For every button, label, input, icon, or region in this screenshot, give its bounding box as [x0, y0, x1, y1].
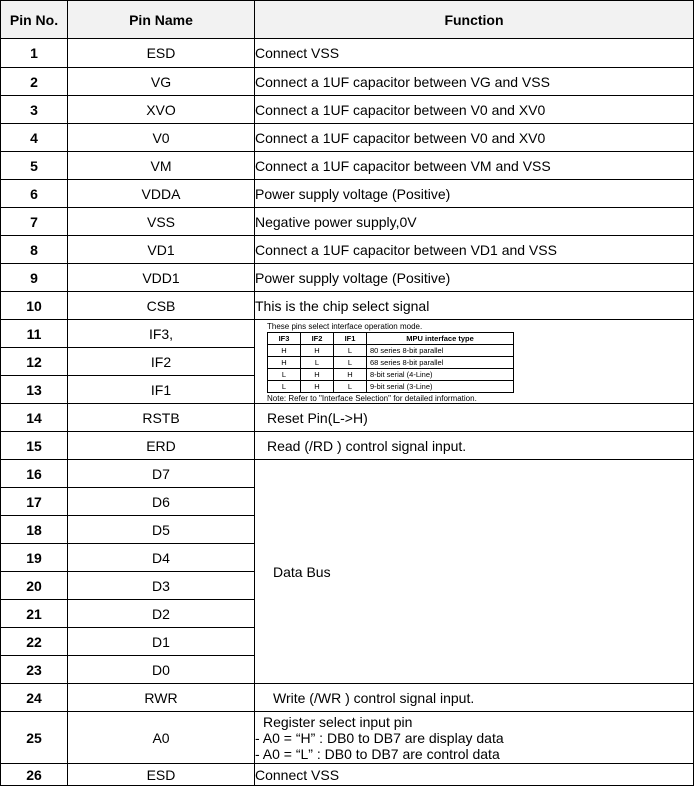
table-row — [1, 404, 694, 432]
table-row — [1, 68, 694, 96]
pin-function: Connect a 1UF capacitor between VD1 and VSS — [255, 236, 694, 264]
a0-function-cell — [255, 712, 694, 764]
interface-cell: 9-bit serial (3-Line) — [367, 381, 514, 393]
pin-number: 7 — [1, 208, 68, 236]
interface-cell: H — [268, 345, 301, 357]
pin-number: 2 — [1, 68, 68, 96]
interface-row — [268, 357, 514, 369]
pin-number: 18 — [1, 516, 68, 544]
pin-function: Connect a 1UF capacitor between V0 and XV0 — [255, 96, 694, 124]
a0-line: Register select input pin — [263, 713, 413, 730]
table-row — [1, 96, 694, 124]
interface-header: IF2 — [301, 333, 334, 345]
pin-number: 9 — [1, 264, 68, 292]
pin-number: 3 — [1, 96, 68, 124]
pin-number: 20 — [1, 572, 68, 600]
pin-function: Power supply voltage (Positive) — [255, 180, 694, 208]
pin-number: 25 — [1, 712, 68, 764]
pin-name: D7 — [68, 460, 255, 488]
header-pin-name: Pin Name — [68, 1, 255, 39]
pin-number: 12 — [1, 348, 68, 376]
pin-function: This is the chip select signal — [255, 292, 694, 320]
interface-row — [268, 381, 514, 393]
pin-name: ERD — [68, 432, 255, 460]
pin-function: Connect a 1UF capacitor between V0 and XV0 — [255, 124, 694, 152]
pin-name: IF3, — [68, 320, 255, 348]
pin-number: 4 — [1, 124, 68, 152]
pin-name: IF1 — [68, 376, 255, 404]
pin-name: XVO — [68, 96, 255, 124]
pin-number: 22 — [1, 628, 68, 656]
pin-function: Write (/WR ) control signal input. — [255, 684, 694, 712]
table-row — [1, 236, 694, 264]
pin-number: 17 — [1, 488, 68, 516]
pin-number: 26 — [1, 764, 68, 786]
header-function: Function — [255, 1, 694, 39]
data-bus-cell: Data Bus — [255, 460, 694, 684]
interface-row — [268, 369, 514, 381]
interface-header: MPU interface type — [367, 333, 514, 345]
pin-number: 19 — [1, 544, 68, 572]
interface-intro: These pins select interface operation mode. — [267, 322, 423, 331]
pin-number: 15 — [1, 432, 68, 460]
interface-cell: L — [268, 381, 301, 393]
pin-name: D4 — [68, 544, 255, 572]
pin-number: 11 — [1, 320, 68, 348]
interface-cell: L — [334, 345, 367, 357]
interface-cell: L — [334, 357, 367, 369]
pin-number: 1 — [1, 39, 68, 68]
pin-name: CSB — [68, 292, 255, 320]
table-row — [1, 180, 694, 208]
pin-function: Power supply voltage (Positive) — [255, 264, 694, 292]
pin-name: ESD — [68, 764, 255, 786]
interface-cell: H — [301, 381, 334, 393]
pin-number: 14 — [1, 404, 68, 432]
interface-cell: 68 series 8-bit parallel — [367, 357, 514, 369]
pin-number: 6 — [1, 180, 68, 208]
pin-function: Connect a 1UF capacitor between VG and VSS — [255, 68, 694, 96]
pin-number: 10 — [1, 292, 68, 320]
table-row — [1, 208, 694, 236]
pin-name: VG — [68, 68, 255, 96]
pin-function: Reset Pin(L->H) — [255, 404, 694, 432]
a0-line: - A0 = “L” : DB0 to DB7 are control data — [255, 745, 500, 762]
header-pin-no: Pin No. — [1, 1, 68, 39]
pin-number: 5 — [1, 152, 68, 180]
pin-number: 16 — [1, 460, 68, 488]
pin-name: D3 — [68, 572, 255, 600]
pin-name: VDDA — [68, 180, 255, 208]
pin-name: VM — [68, 152, 255, 180]
interface-cell: H — [301, 369, 334, 381]
pin-function: Connect VSS — [255, 764, 694, 786]
interface-note: Note: Refer to "Interface Selection" for detailed information. — [267, 394, 477, 403]
pin-function: Read (/RD ) control signal input. — [255, 432, 694, 460]
table-row — [1, 432, 694, 460]
interface-row — [268, 345, 514, 357]
interface-cell: H — [334, 369, 367, 381]
pin-number: 23 — [1, 656, 68, 684]
pin-number: 13 — [1, 376, 68, 404]
pin-name: IF2 — [68, 348, 255, 376]
pin-number: 21 — [1, 600, 68, 628]
pin-name: VDD1 — [68, 264, 255, 292]
interface-cell: H — [268, 357, 301, 369]
table-row — [1, 712, 694, 764]
interface-header: IF3 — [268, 333, 301, 345]
pin-name: RSTB — [68, 404, 255, 432]
pin-name: D0 — [68, 656, 255, 684]
interface-select-cell — [255, 320, 694, 404]
table-row — [1, 39, 694, 68]
pin-name: RWR — [68, 684, 255, 712]
pin-function: Negative power supply,0V — [255, 208, 694, 236]
pin-name: D1 — [68, 628, 255, 656]
interface-cell: L — [301, 357, 334, 369]
pin-function: Connect a 1UF capacitor between VM and VSS — [255, 152, 694, 180]
table-row — [1, 684, 694, 712]
interface-cell: 80 series 8-bit parallel — [367, 345, 514, 357]
pin-function: Connect VSS — [255, 39, 694, 68]
pin-name: D6 — [68, 488, 255, 516]
pin-name: D5 — [68, 516, 255, 544]
pin-name: VD1 — [68, 236, 255, 264]
pin-name: VSS — [68, 208, 255, 236]
interface-table — [267, 332, 514, 393]
table-row — [1, 460, 694, 488]
table-row — [1, 152, 694, 180]
table-row — [1, 292, 694, 320]
pin-name: A0 — [68, 712, 255, 764]
pin-number: 8 — [1, 236, 68, 264]
interface-cell: 8-bit serial (4-Line) — [367, 369, 514, 381]
table-row — [1, 124, 694, 152]
table-row — [1, 320, 694, 348]
pin-name: D2 — [68, 600, 255, 628]
interface-header: IF1 — [334, 333, 367, 345]
pin-name: ESD — [68, 39, 255, 68]
interface-cell: L — [334, 381, 367, 393]
table-row — [1, 264, 694, 292]
table-row — [1, 764, 694, 786]
a0-line: - A0 = “H” : DB0 to DB7 are display data — [255, 729, 504, 746]
interface-cell: H — [301, 345, 334, 357]
pin-name: V0 — [68, 124, 255, 152]
pin-number: 24 — [1, 684, 68, 712]
interface-cell: L — [268, 369, 301, 381]
